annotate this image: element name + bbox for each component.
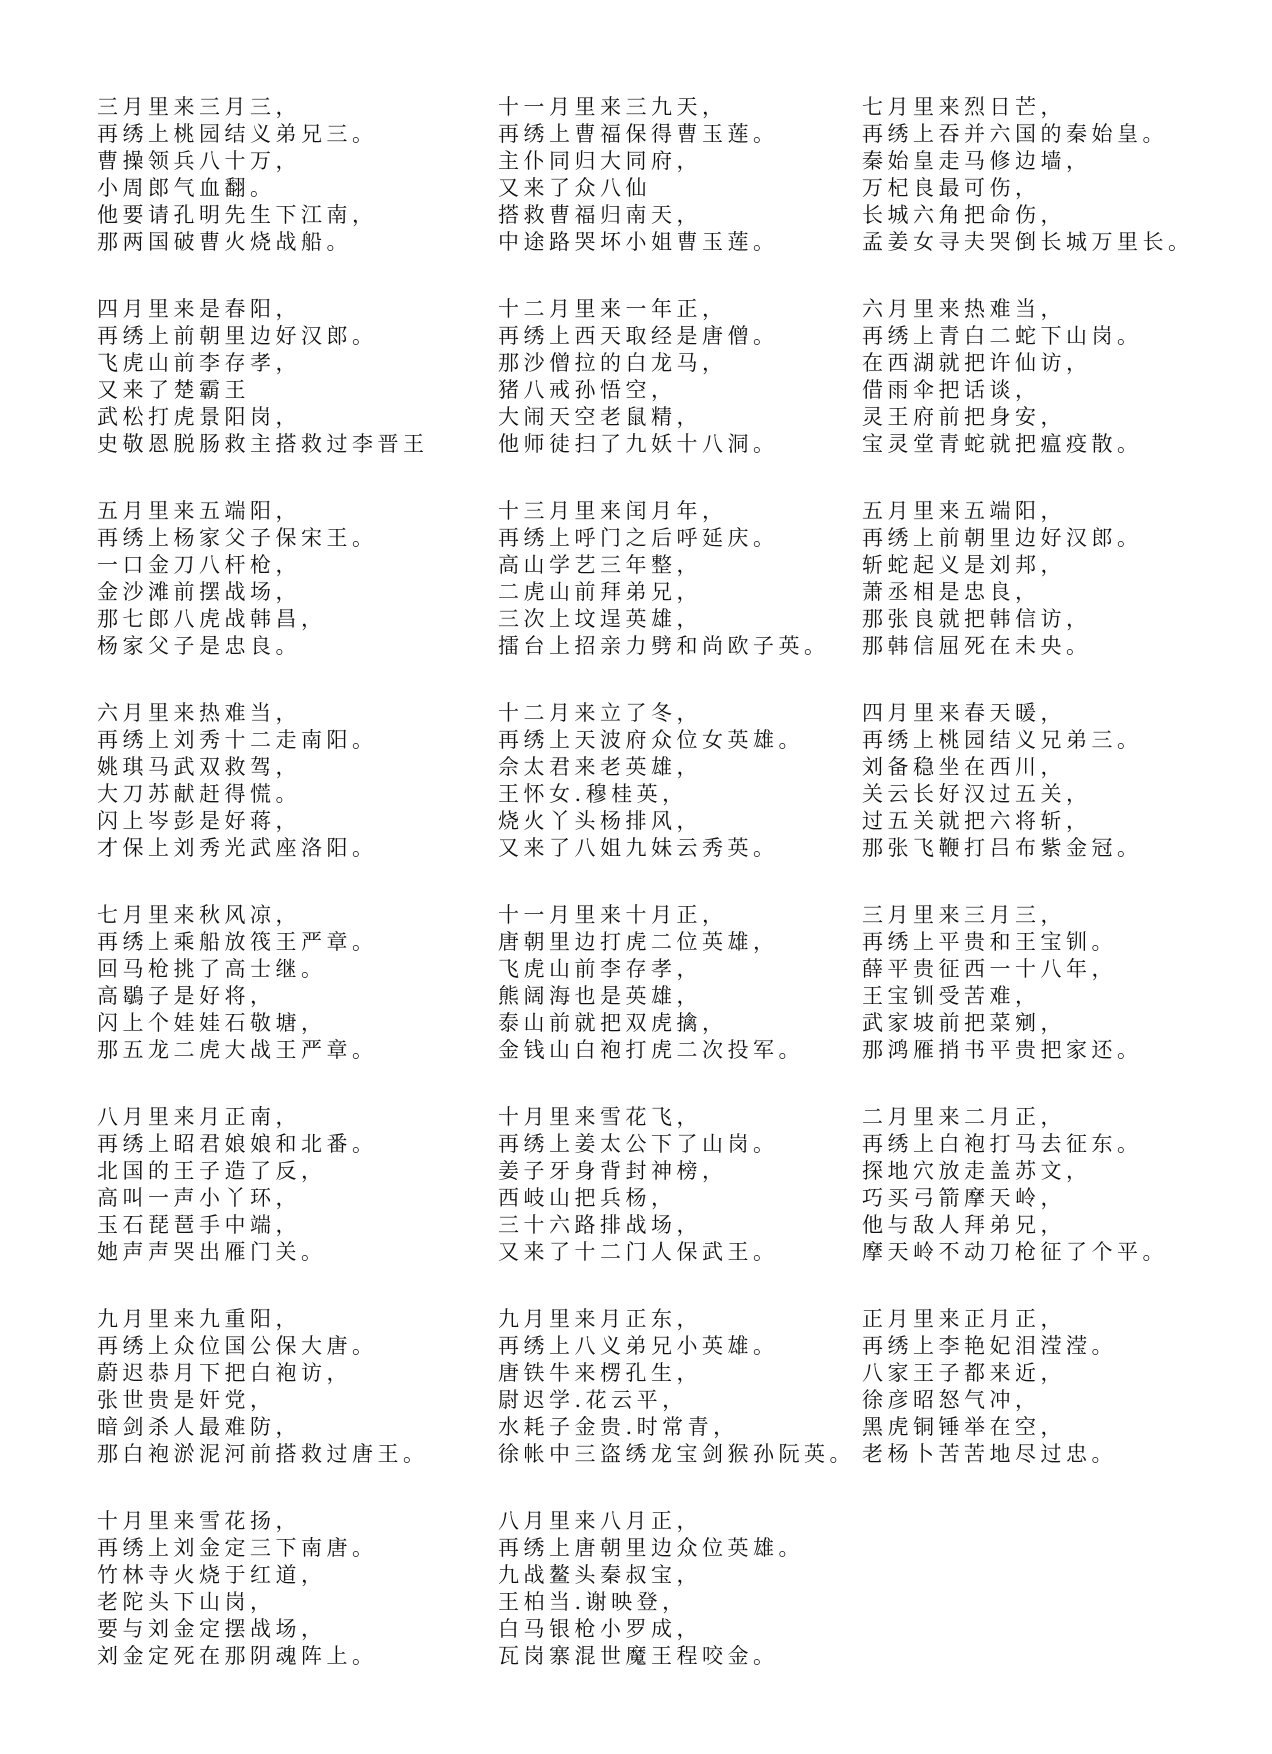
verse-line: 再绣上青白二蛇下山岗。 xyxy=(862,324,1143,348)
verse-line: 王怀女.穆桂英， xyxy=(498,782,688,806)
verse-block xyxy=(862,700,1194,902)
verse-line: 那张良就把韩信访， xyxy=(862,607,1092,631)
verse-line: 九月里来九重阳， xyxy=(97,1307,301,1331)
verse-line: 再绣上桃园结义兄弟三。 xyxy=(862,728,1143,752)
verse-line: 九战鳌头秦叔宝， xyxy=(498,1563,702,1587)
verse-line: 又来了众八仙 xyxy=(498,176,651,200)
verse-block xyxy=(862,94,1194,296)
verse-block xyxy=(862,1306,1194,1508)
verse-line: 佘太君来老英雄， xyxy=(498,755,702,779)
column-2 xyxy=(498,94,855,1710)
verse-line: 大刀苏献赶得慌。 xyxy=(97,782,301,806)
verse-line: 四月里来春天暖， xyxy=(862,701,1066,725)
verse-line: 七月里来烈日芒， xyxy=(862,95,1066,119)
verse-line: 三月里来三月三， xyxy=(97,95,301,119)
verse-line: 巧买弓箭摩天岭， xyxy=(862,1186,1066,1210)
verse-line: 要与刘金定摆战场， xyxy=(97,1617,327,1641)
verse-line: 关云长好汉过五关， xyxy=(862,782,1092,806)
verse-line: 高鶡子是好将， xyxy=(97,984,276,1008)
verse-line: 再绣上姜太公下了山岗。 xyxy=(498,1132,779,1156)
verse-line: 再绣上桃园结义弟兄三。 xyxy=(97,122,378,146)
verse-block xyxy=(498,1306,855,1508)
verse-line: 擂台上招亲力劈和尚欧子英。 xyxy=(498,634,830,658)
verse-line: 那五龙二虎大战王严章。 xyxy=(97,1038,378,1062)
verse-line: 三次上坟逞英雄， xyxy=(498,607,702,631)
verse-line: 二月里来二月正， xyxy=(862,1105,1066,1129)
verse-line: 曹操领兵八十万， xyxy=(97,149,301,173)
verse-line: 六月里来热难当， xyxy=(97,701,301,725)
verse-line: 萧丞相是忠良， xyxy=(862,580,1041,604)
verse-line: 杨家父子是忠良。 xyxy=(97,634,301,658)
verse-line: 灵王府前把身安， xyxy=(862,405,1066,429)
verse-block xyxy=(97,1104,429,1306)
verse-line: 四月里来是春阳， xyxy=(97,297,301,321)
verse-line: 七月里来秋风凉， xyxy=(97,903,301,927)
verse-block xyxy=(97,94,429,296)
verse-line: 八家王子都来近， xyxy=(862,1361,1066,1385)
verse-line: 泰山前就把双虎擒， xyxy=(498,1011,728,1035)
verse-line: 再绣上西天取经是唐僧。 xyxy=(498,324,779,348)
verse-line: 他要请孔明先生下江南， xyxy=(97,203,378,227)
verse-line: 白马银枪小罗成， xyxy=(498,1617,702,1641)
verse-line: 西岐山把兵杨， xyxy=(498,1186,677,1210)
column-3 xyxy=(862,94,1194,1508)
verse-line: 北国的王子造了反， xyxy=(97,1159,327,1183)
verse-line: 暗剑杀人最难防， xyxy=(97,1415,301,1439)
verse-line: 再绣上平贵和王宝钏。 xyxy=(862,930,1117,954)
verse-line: 唐铁牛来楞孔生， xyxy=(498,1361,702,1385)
verse-line: 正月里来正月正， xyxy=(862,1307,1066,1331)
verse-line: 中途路哭坏小姐曹玉莲。 xyxy=(498,230,779,254)
verse-line: 十一月里来十月正， xyxy=(498,903,728,927)
verse-line: 张世贵是奸党， xyxy=(97,1388,276,1412)
verse-line: 再绣上前朝里边好汉郎。 xyxy=(97,324,378,348)
verse-line: 她声声哭出雁门关。 xyxy=(97,1240,327,1264)
verse-block xyxy=(97,700,429,902)
verse-line: 徐帐中三盗绣龙宝剑猴孙阮英。 xyxy=(498,1442,855,1466)
verse-line: 十月里来雪花飞， xyxy=(498,1105,702,1129)
verse-line: 回马枪挑了高士继。 xyxy=(97,957,327,981)
verse-block xyxy=(498,94,855,296)
verse-line: 再绣上乘船放筏王严章。 xyxy=(97,930,378,954)
verse-line: 飞虎山前李存孝， xyxy=(498,957,702,981)
verse-line: 再绣上李艳妃泪滢滢。 xyxy=(862,1334,1117,1358)
verse-line: 蔚迟恭月下把白袍访， xyxy=(97,1361,352,1385)
verse-line: 十月里来雪花扬， xyxy=(97,1509,301,1533)
verse-line: 过五关就把六将斩， xyxy=(862,809,1092,833)
verse-line: 再绣上吞并六国的秦始皇。 xyxy=(862,122,1168,146)
verse-line: 又来了十二门人保武王。 xyxy=(498,1240,779,1264)
verse-block xyxy=(862,1104,1194,1306)
verse-line: 一口金刀八杆枪， xyxy=(97,553,301,577)
verse-line: 探地穴放走盖苏文， xyxy=(862,1159,1092,1183)
verse-line: 六月里来热难当， xyxy=(862,297,1066,321)
verse-line: 借雨伞把话谈， xyxy=(862,378,1041,402)
verse-line: 金沙滩前摆战场， xyxy=(97,580,301,604)
verse-line: 那两国破曹火烧战船。 xyxy=(97,230,352,254)
verse-block xyxy=(862,296,1194,498)
verse-line: 再绣上刘金定三下南唐。 xyxy=(97,1536,378,1560)
verse-line: 再绣上唐朝里边众位英雄。 xyxy=(498,1536,804,1560)
verse-block xyxy=(97,1306,429,1508)
verse-line: 金钱山白袍打虎二次投军。 xyxy=(498,1038,804,1062)
verse-block xyxy=(498,700,855,902)
verse-line: 再绣上天波府众位女英雄。 xyxy=(498,728,804,752)
verse-line: 再绣上刘秀十二走南阳。 xyxy=(97,728,378,752)
verse-line: 十三月里来闰月年， xyxy=(498,499,728,523)
verse-block xyxy=(97,296,429,498)
verse-line: 闪上个娃娃石敬塘， xyxy=(97,1011,327,1035)
verse-line: 王柏当.谢映登， xyxy=(498,1590,688,1614)
verse-line: 二虎山前拜弟兄， xyxy=(498,580,702,604)
verse-block xyxy=(97,902,429,1104)
verse-line: 八月里来八月正， xyxy=(498,1509,702,1533)
verse-line: 武家坡前把菜剜， xyxy=(862,1011,1066,1035)
verse-line: 九月里来月正东， xyxy=(498,1307,702,1331)
verse-line: 烧火丫头杨排风， xyxy=(498,809,702,833)
verse-line: 玉石琵琶手中端， xyxy=(97,1213,301,1237)
verse-line: 老陀头下山岗， xyxy=(97,1590,276,1614)
verse-line: 徐彦昭怒气冲， xyxy=(862,1388,1041,1412)
verse-block xyxy=(97,1508,429,1710)
verse-line: 秦始皇走马修边墙， xyxy=(862,149,1092,173)
verse-line: 高叫一声小丫环， xyxy=(97,1186,301,1210)
verse-block xyxy=(498,498,855,700)
verse-block xyxy=(862,902,1194,1104)
verse-line: 小周郎气血翻。 xyxy=(97,176,276,200)
verse-line: 大闹天空老鼠精， xyxy=(498,405,702,429)
verse-line: 猪八戒孙悟空， xyxy=(498,378,677,402)
verse-line: 他师徒扫了九妖十八洞。 xyxy=(498,432,779,456)
verse-line: 孟姜女寻夫哭倒长城万里长。 xyxy=(862,230,1194,254)
verse-line: 那沙僧拉的白龙马， xyxy=(498,351,728,375)
verse-line: 刘金定死在那阴魂阵上。 xyxy=(97,1644,378,1668)
verse-line: 宝灵堂青蛇就把瘟疫散。 xyxy=(862,432,1143,456)
verse-line: 摩天岭不动刀枪征了个平。 xyxy=(862,1240,1168,1264)
verse-line: 王宝钏受苦难， xyxy=(862,984,1041,1008)
verse-line: 斩蛇起义是刘邦， xyxy=(862,553,1066,577)
verse-line: 瓦岗寨混世魔王程咬金。 xyxy=(498,1644,779,1668)
verse-block xyxy=(498,1508,855,1710)
verse-line: 再绣上众位国公保大唐。 xyxy=(97,1334,378,1358)
verse-line: 那鸿雁捎书平贵把家还。 xyxy=(862,1038,1143,1062)
verse-line: 又来了八姐九妹云秀英。 xyxy=(498,836,779,860)
verse-line: 那张飞鞭打吕布紫金冠。 xyxy=(862,836,1143,860)
verse-line: 飞虎山前李存孝， xyxy=(97,351,301,375)
verse-line: 那七郎八虎战韩昌， xyxy=(97,607,327,631)
verse-block xyxy=(498,1104,855,1306)
verse-line: 姜子牙身背封神榜， xyxy=(498,1159,728,1183)
column-1 xyxy=(97,94,429,1710)
verse-line: 唐朝里边打虎二位英雄， xyxy=(498,930,779,954)
verse-line: 再绣上昭君娘娘和北番。 xyxy=(97,1132,378,1156)
verse-line: 搭救曹福归南天， xyxy=(498,203,702,227)
verse-line: 三月里来三月三， xyxy=(862,903,1066,927)
verse-line: 十二月里来一年正， xyxy=(498,297,728,321)
verse-line: 万杞良最可伤， xyxy=(862,176,1041,200)
verse-line: 五月里来五端阳， xyxy=(97,499,301,523)
verse-line: 那韩信屈死在未央。 xyxy=(862,634,1092,658)
verse-line: 闪上岑彭是好蒋， xyxy=(97,809,301,833)
verse-line: 史敬恩脱肠救主搭救过李晋王 xyxy=(97,432,429,456)
verse-line: 那白袍淤泥河前搭救过唐王。 xyxy=(97,1442,429,1466)
verse-line: 尉迟学.花云平， xyxy=(498,1388,688,1412)
verse-line: 水耗子金贵.时常青， xyxy=(498,1415,739,1439)
verse-line: 三十六路排战场， xyxy=(498,1213,702,1237)
verse-line: 再绣上呼门之后呼延庆。 xyxy=(498,526,779,550)
verse-line: 熊阔海也是英雄， xyxy=(498,984,702,1008)
verse-line: 五月里来五端阳， xyxy=(862,499,1066,523)
verse-block xyxy=(498,296,855,498)
verse-line: 薛平贵征西一十八年， xyxy=(862,957,1117,981)
verse-block xyxy=(498,902,855,1104)
verse-line: 八月里来月正南， xyxy=(97,1105,301,1129)
verse-line: 老杨卜苦苦地尽过忠。 xyxy=(862,1442,1117,1466)
verse-line: 长城六角把命伤， xyxy=(862,203,1066,227)
verse-block xyxy=(862,498,1194,700)
verse-line: 十一月里来三九天， xyxy=(498,95,728,119)
verse-line: 黑虎铜锤举在空， xyxy=(862,1415,1066,1439)
verse-line: 又来了楚霸王 xyxy=(97,378,250,402)
verse-line: 再绣上曹福保得曹玉莲。 xyxy=(498,122,779,146)
verse-line: 姚琪马武双救驾， xyxy=(97,755,301,779)
verse-line: 再绣上白袍打马去征东。 xyxy=(862,1132,1143,1156)
verse-line: 再绣上八义弟兄小英雄。 xyxy=(498,1334,779,1358)
verse-line: 他与敌人拜弟兄， xyxy=(862,1213,1066,1237)
verse-line: 才保上刘秀光武座洛阳。 xyxy=(97,836,378,860)
verse-line: 在西湖就把许仙访， xyxy=(862,351,1092,375)
verse-line: 主仆同归大同府， xyxy=(498,149,702,173)
verse-block xyxy=(97,498,429,700)
verse-line: 高山学艺三年整， xyxy=(498,553,702,577)
verse-line: 再绣上杨家父子保宋王。 xyxy=(97,526,378,550)
verse-line: 再绣上前朝里边好汉郎。 xyxy=(862,526,1143,550)
verse-line: 武松打虎景阳岗， xyxy=(97,405,301,429)
verse-line: 十二月来立了冬， xyxy=(498,701,702,725)
verse-line: 竹林寺火烧于红道， xyxy=(97,1563,327,1587)
verse-line: 刘备稳坐在西川， xyxy=(862,755,1066,779)
